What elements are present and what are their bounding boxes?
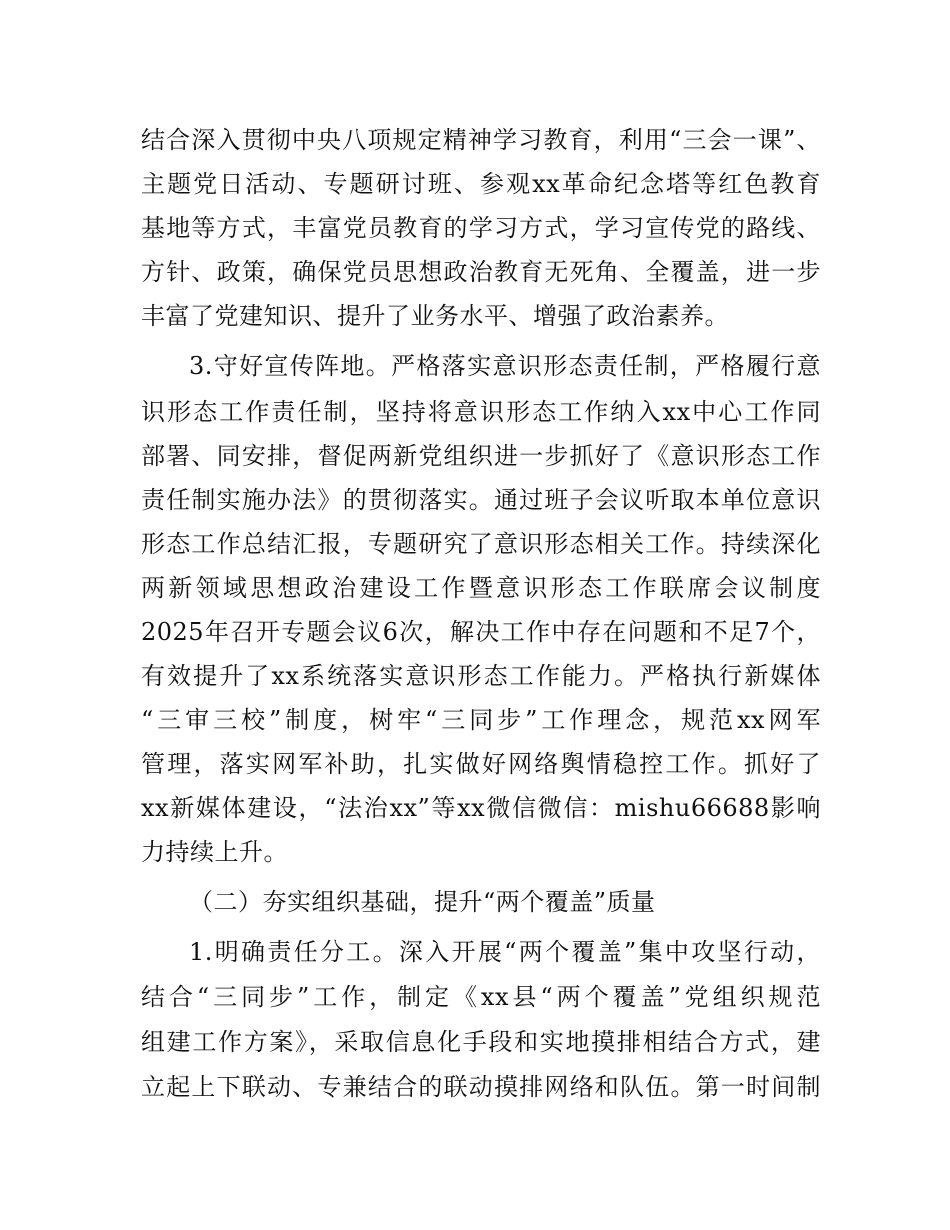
paragraph-line: 识形态工作责任制，坚持将意识形态工作纳入xx中心工作同 xyxy=(141,398,821,426)
paragraph-line: xx新媒体建设，“法治xx”等xx微信微信：mishu66688影响 xyxy=(141,794,821,822)
paragraph-line: 管理，落实网军补助，扎实做好网络舆情稳控工作。抓好了 xyxy=(141,750,821,778)
paragraph-line: 形态工作总结汇报，专题研究了意识形态相关工作。持续深化 xyxy=(141,530,821,558)
paragraph-line: 丰富了党建知识、提升了业务水平、增强了政治素养。 xyxy=(141,302,729,330)
paragraph-line: 组建工作方案》，采取信息化手段和实地摸排相结合方式，建 xyxy=(141,1028,821,1056)
paragraph-line: 1.明确责任分工。深入开展“两个覆盖”集中攻坚行动， xyxy=(189,938,821,966)
paragraph-line: 主题党日活动、专题研讨班、参观xx革命纪念塔等红色教育 xyxy=(141,170,821,198)
paragraph-line: 责任制实施办法》的贯彻落实。通过班子会议听取本单位意识 xyxy=(141,486,821,514)
paragraph-line: 3.守好宣传阵地。严格落实意识形态责任制，严格履行意 xyxy=(189,352,821,380)
paragraph-line: 结合深入贯彻中央八项规定精神学习教育，利用“三会一课”、 xyxy=(141,126,821,154)
paragraph-line: 方针、政策，确保党员思想政治教育无死角、全覆盖，进一步 xyxy=(141,258,821,286)
paragraph-line: 2025年召开专题会议6次，解决工作中存在问题和不足7个， xyxy=(141,618,821,646)
paragraph-line: 力持续上升。 xyxy=(141,838,288,866)
paragraph-line: 结合“三同步”工作，制定《xx县“两个覆盖”党组织规范 xyxy=(141,983,821,1011)
paragraph-line: 立起上下联动、专兼结合的联动摸排网络和队伍。第一时间制 xyxy=(141,1073,821,1101)
paragraph-line: “三审三校”制度，树牢“三同步”工作理念，规范xx网军 xyxy=(141,706,821,734)
paragraph-line: 部署、同安排，督促两新党组织进一步抓好了《意识形态工作 xyxy=(141,442,821,470)
paragraph-line: 两新领域思想政治建设工作暨意识形态工作联席会议制度 xyxy=(141,574,821,602)
paragraph-line: 基地等方式，丰富党员教育的学习方式，学习宣传党的路线、 xyxy=(141,214,821,242)
section-heading: （二）夯实组织基础，提升“两个覆盖”质量 xyxy=(189,888,656,916)
paragraph-line: 有效提升了xx系统落实意识形态工作能力。严格执行新媒体 xyxy=(141,662,821,690)
